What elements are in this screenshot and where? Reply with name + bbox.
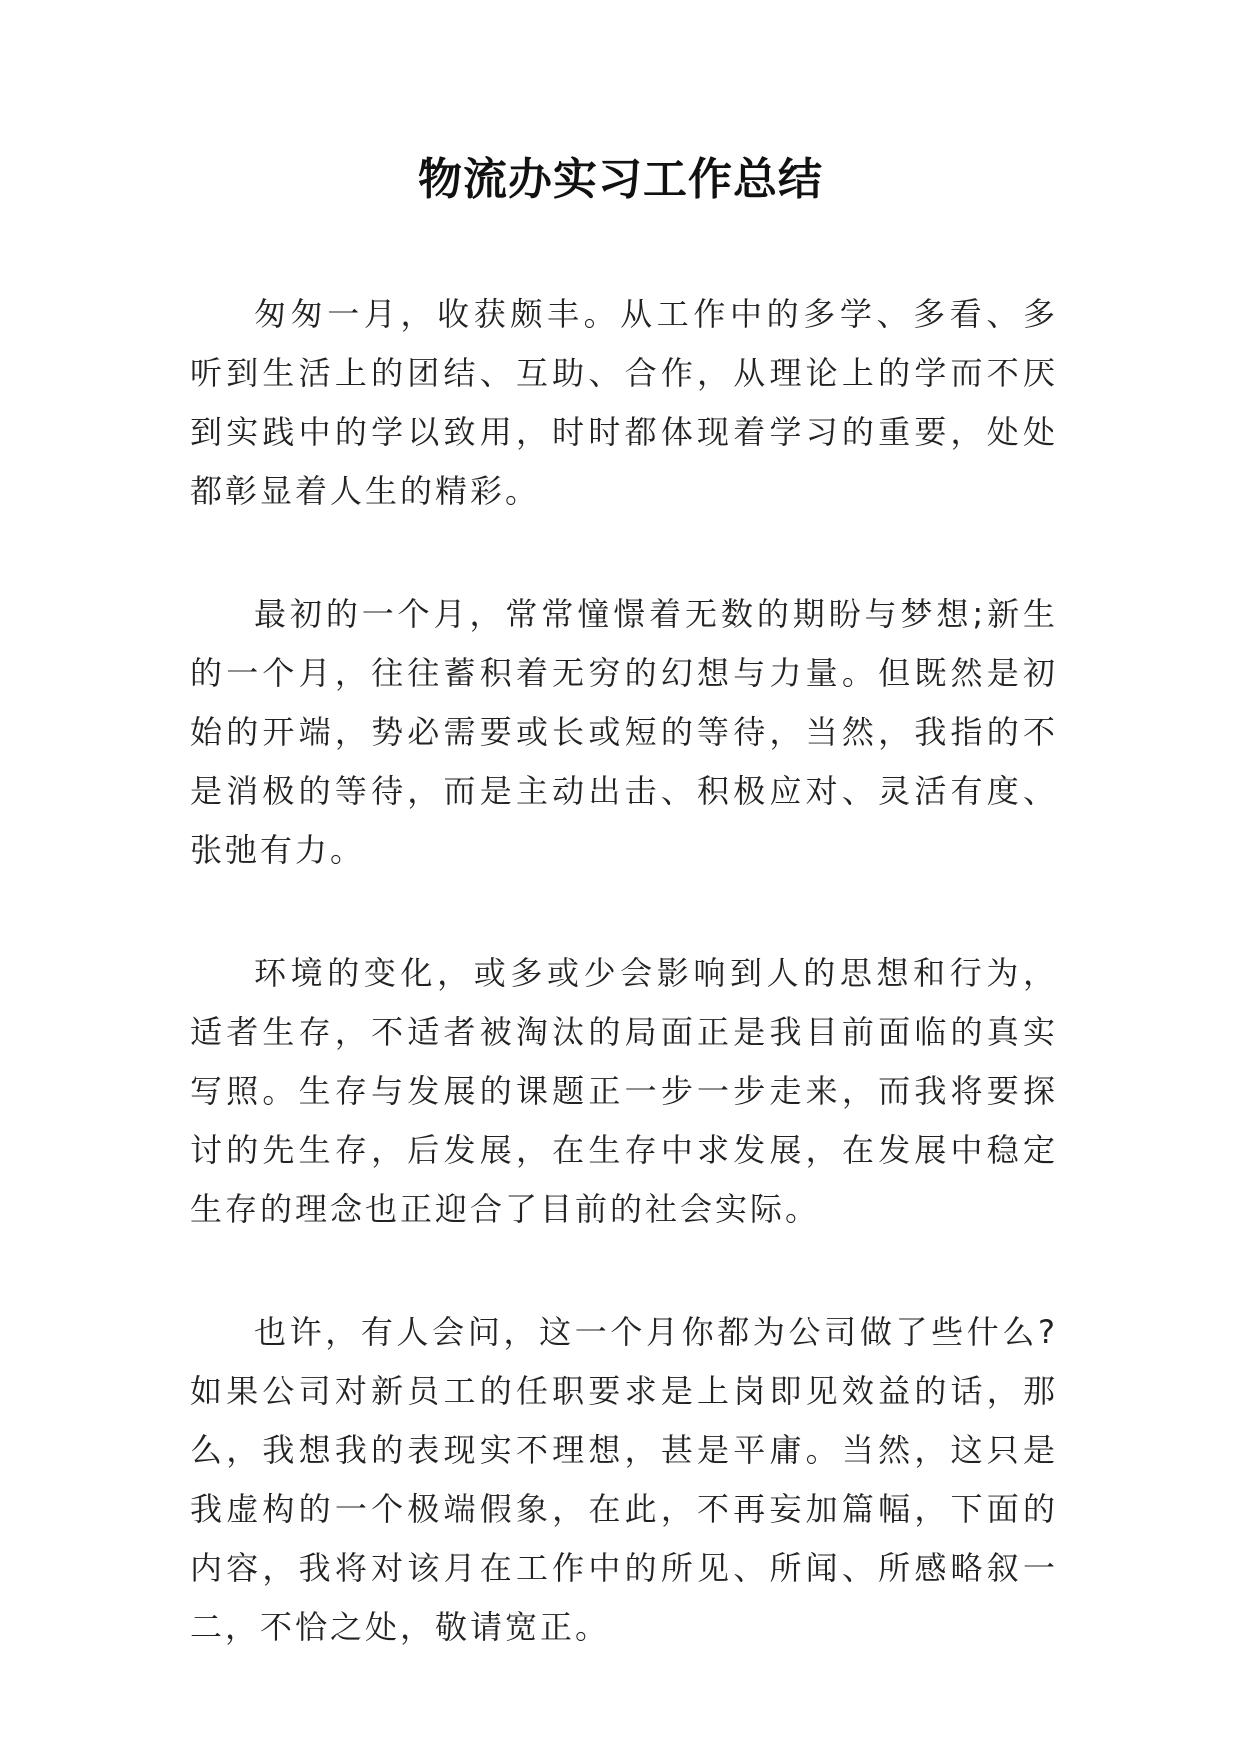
document-body xyxy=(190,285,1058,1721)
paragraph-1: 匆匆一月，收获颇丰。从工作中的多学、多看、多听到生活上的团结、互助、合作，从理论上的学而不厌到实践中的学以致用，时时都体现着学习的重要，处处都彰显着人生的精彩。 xyxy=(190,295,1058,510)
paragraph-2: 最初的一个月，常常憧憬着无数的期盼与梦想;新生的一个月，往往蓄积着无穷的幻想与力量。但既然是初始的开端，势必需要或长或短的等待，当然，我指的不是消极的等待，而是主动出击、积极应对、灵活有度、张弛有力。 xyxy=(190,595,1058,869)
paragraph-4: 也许，有人会问，这一个月你都为公司做了些什么?如果公司对新员工的任职要求是上岗即见效益的话，那么，我想我的表现实不理想，甚是平庸。当然，这只是我虚构的一个极端假象，在此，不再妄加篇幅，下面的内容，我将对该月在工作中的所见、所闻、所感略叙一二，不恰之处，敬请宽正。 xyxy=(190,1313,1058,1646)
page-title: 物流办实习工作总结 xyxy=(418,154,823,205)
paragraph-3: 环境的变化，或多或少会影响到人的思想和行为，适者生存，不适者被淘汰的局面正是我目前面临的真实写照。生存与发展的课题正一步一步走来，而我将要探讨的先生存，后发展，在生存中求发展，在发展中稳定生存的理念也正迎合了目前的社会实际。 xyxy=(190,954,1058,1228)
